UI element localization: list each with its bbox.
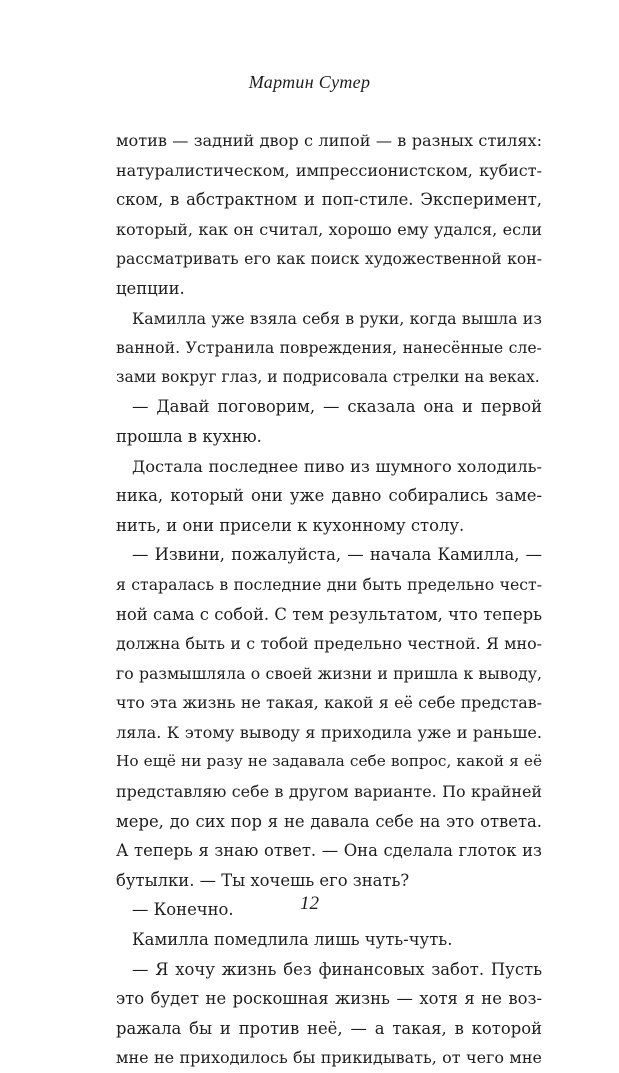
- text-line: — Давай поговорим, — сказала она и первой: [132, 397, 542, 417]
- text-line: Камилла уже взяла себя в руки, когда вышла из: [132, 308, 542, 328]
- text-line: это будет не роскошная жизнь — хотя я не воз-: [116, 989, 542, 1009]
- text-line: ском, в абстрактном и поп-стиле. Эксперимент,: [116, 190, 542, 210]
- text-line: рассматривать его как поиск художественной кон-: [116, 249, 542, 269]
- text-line: А теперь я знаю ответ. — Она сделала глоток из: [116, 841, 542, 861]
- text-line: — Конечно.: [132, 900, 234, 920]
- text-line: представляю себе в другом варианте. По крайней: [116, 782, 542, 802]
- text-line: Достала последнее пиво из шумного холодиль-: [132, 456, 542, 476]
- text-line: бутылки. — Ты хочешь его знать?: [116, 870, 410, 890]
- page-number: 12: [300, 893, 319, 914]
- text-line: цепции.: [116, 278, 185, 298]
- text-line: го размышляла о своей жизни и пришла к выводу,: [116, 663, 542, 683]
- text-line: — Извини, пожалуйста, — начала Камилла, —: [132, 545, 542, 565]
- text-line: ванной. Устранила повреждения, нанесённые сле-: [116, 338, 542, 358]
- text-line: ной сама с собой. С тем результатом, что теперь: [116, 604, 542, 624]
- text-line: натуралистическом, импрессионистском, кубист-: [116, 160, 542, 180]
- text-line: прошла в кухню.: [116, 426, 262, 446]
- text-line: зами вокруг глаз, и подрисовала стрелки на веках.: [116, 367, 540, 386]
- text-line: — Я хочу жизнь без финансовых забот. Пусть: [132, 959, 542, 979]
- text-line: мере, до сих пор я не давала себе на это ответа.: [116, 811, 542, 831]
- text-line: Камилла помедлила лишь чуть-чуть.: [132, 930, 453, 950]
- text-line: ражала бы и против неё, — а такая, в которой: [116, 1018, 542, 1038]
- text-line: мне не приходилось бы прикидывать, от чего мне: [116, 1048, 542, 1068]
- text-line: нить, и они присели к кухонному столу.: [116, 515, 465, 535]
- text-line: который, как он считал, хорошо ему удался, если: [116, 219, 542, 239]
- text-line: должна быть и с тобой предельно честной. Я мно-: [116, 634, 542, 654]
- text-line: ника, который они уже давно собирались заме-: [116, 486, 542, 506]
- text-line: мотив — задний двор с липой — в разных стилях:: [116, 131, 542, 150]
- running-head: Мартин Сутер: [248, 72, 371, 92]
- text-line: Но ещё ни разу не задавала себе вопрос, какой я её: [116, 752, 542, 771]
- text-line: ляла. К этому выводу я приходила уже и раньше.: [116, 722, 542, 742]
- text-line: я старалась в последние дни быть предельно чест-: [116, 574, 542, 594]
- body-text: [116, 126, 542, 1073]
- text-line: что эта жизнь не такая, какой я её себе представ-: [116, 693, 542, 713]
